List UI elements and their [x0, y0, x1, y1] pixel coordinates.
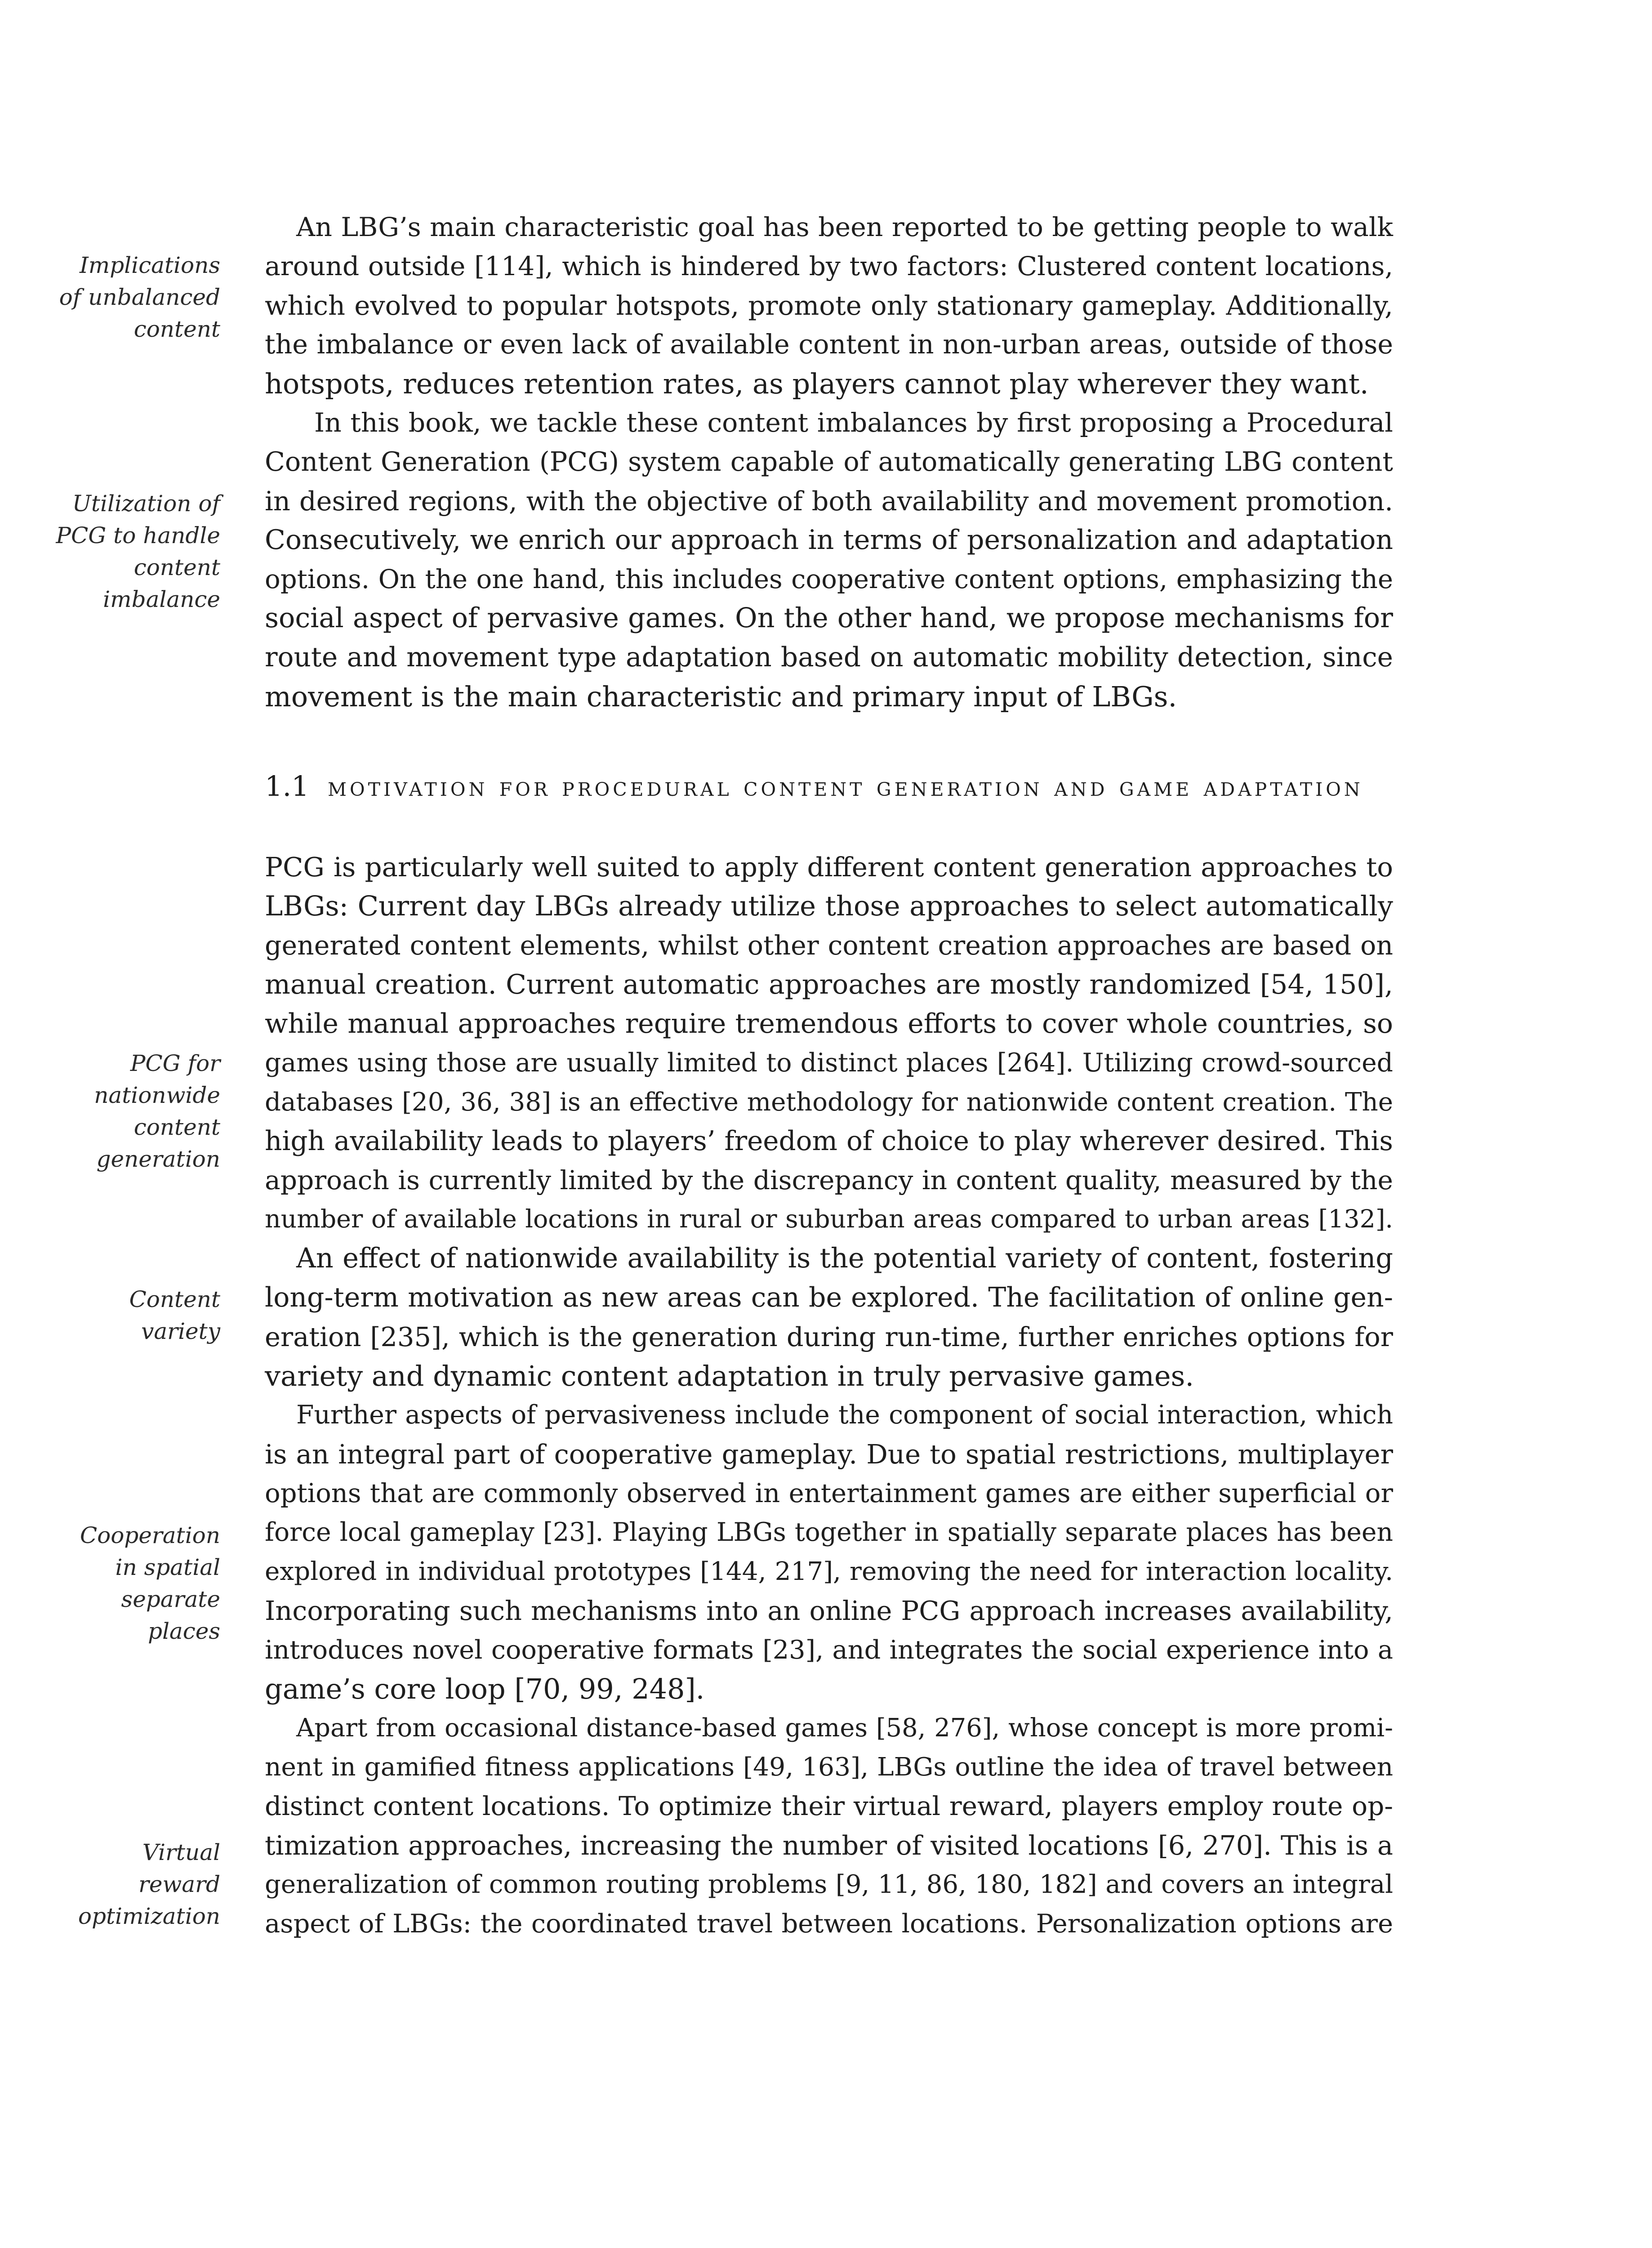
margin-note-line: Content	[129, 1286, 220, 1312]
body-line: Incorporating such mechanisms into an online PCG approach increases availability,	[265, 1595, 1393, 1626]
body-line: variety and dynamic content adaptation in truly pervasive games.	[265, 1360, 1194, 1392]
margin-note-line: generation	[96, 1146, 220, 1172]
body-line: game’s core loop [70, 99, 248].	[265, 1673, 705, 1705]
body-line: is an integral part of cooperative gameplay. Due to spatial restrictions, multiplayer	[265, 1439, 1393, 1470]
margin-note-implications	[54, 250, 220, 345]
body-line: while manual approaches require tremendous efforts to cover whole countries, so	[265, 1008, 1393, 1039]
body-line: Consecutively, we enrich our approach in terms of personalization and adaptation	[265, 524, 1393, 556]
body-line: high availability leads to players’ freedom of choice to play wherever desired. This	[265, 1126, 1393, 1157]
margin-note-line: of unbalanced	[59, 284, 220, 310]
body-line: databases [20, 36, 38] is an effective methodology for nationwide content creation. The	[265, 1088, 1393, 1117]
margin-note-line: Utilization of	[72, 491, 220, 517]
body-line: the imbalance or even lack of available content in non-urban areas, outside of those	[265, 329, 1393, 360]
body-line: PCG is particularly well suited to apply different content generation approaches to	[265, 852, 1393, 883]
body-line: generalization of common routing problems [9, 11, 86, 180, 182] and covers an integral	[265, 1870, 1393, 1899]
body-line: long-term motivation as new areas can be explored. The facilitation of online gen-	[265, 1282, 1393, 1313]
body-line: Apart from occasional distance-based games [58, 276], whose concept is more promi-	[296, 1713, 1393, 1743]
margin-note-line: separate	[121, 1586, 220, 1612]
body-line: movement is the main characteristic and primary input of LBGs.	[265, 680, 1177, 713]
body-line: aspect of LBGs: the coordinated travel between locations. Personalization options are	[265, 1909, 1393, 1939]
body-line: explored in individual prototypes [144, 217], removing the need for interaction locality.	[265, 1557, 1393, 1586]
margin-note-line: content	[134, 554, 220, 580]
body-line: number of available locations in rural or suburban areas compared to urban areas [132].	[265, 1205, 1393, 1234]
margin-note-virtual-reward	[54, 1837, 220, 1932]
margin-note-utilization	[54, 488, 220, 616]
body-line: approach is currently limited by the discrepancy in content quality, measured by the	[265, 1165, 1393, 1195]
margin-note-line: PCG to handle	[56, 522, 220, 549]
intro-text	[265, 208, 1393, 716]
margin-note-content-variety	[54, 1284, 220, 1347]
body-line: An LBG’s main characteristic goal has been reported to be getting people to walk	[296, 212, 1393, 242]
body-line: manual creation. Current automatic approaches are mostly randomized [54, 150],	[265, 969, 1393, 1000]
body-line: games using those are usually limited to distinct places [264]. Utilizing crowd-sourced	[265, 1048, 1393, 1078]
body-line: timization approaches, increasing the number of visited locations [6, 270]. This is a	[265, 1830, 1393, 1861]
body-line: introduces novel cooperative formats [23], and integrates the social experience into a	[265, 1635, 1393, 1665]
body-line: Content Generation (PCG) system capable of automatically generating LBG content	[265, 446, 1393, 477]
margin-note-line: Cooperation	[80, 1522, 220, 1548]
margin-note-line: content	[134, 1114, 220, 1140]
margin-notes	[54, 0, 220, 2248]
body-line: around outside [114], which is hindered by two factors: Clustered content locations,	[265, 251, 1393, 281]
section-heading	[265, 768, 1393, 805]
section-title: motivation for procedural content generation and game adaptation	[328, 772, 1363, 802]
body-line: distinct content locations. To optimize their virtual reward, players employ route op-	[265, 1791, 1393, 1821]
margin-note-line: content	[134, 316, 220, 342]
margin-note-line: places	[147, 1618, 220, 1644]
body-line: hotspots, reduces retention rates, as players cannot play wherever they want.	[265, 367, 1369, 400]
body-line: which evolved to popular hotspots, promote only stationary gameplay. Additionally,	[265, 290, 1393, 321]
margin-note-line: imbalance	[103, 586, 220, 612]
body-line: An effect of nationwide availability is the potential variety of content, fostering	[296, 1243, 1393, 1274]
body-line: in desired regions, with the objective of both availability and movement promotion.	[265, 486, 1393, 517]
section-text	[265, 848, 1393, 1943]
margin-note-line: PCG for	[130, 1050, 220, 1076]
body-line: nent in gamified fitness applications [49, 163], LBGs outline the idea of travel between	[265, 1752, 1393, 1782]
margin-note-pcg-nationwide	[54, 1048, 220, 1175]
body-line: route and movement type adaptation based on automatic mobility detection, since	[265, 642, 1393, 673]
body-line: options that are commonly observed in entertainment games are either superficial or	[265, 1478, 1393, 1508]
margin-note-line: Virtual	[142, 1839, 220, 1865]
margin-note-cooperation	[54, 1520, 220, 1647]
margin-note-line: Implications	[79, 252, 220, 278]
margin-note-line: variety	[141, 1318, 220, 1344]
body-line: In this book, we tackle these content imbalances by first proposing a Procedural	[314, 407, 1393, 438]
margin-note-line: nationwide	[94, 1082, 220, 1108]
body-line: social aspect of pervasive games. On the other hand, we propose mechanisms for	[265, 602, 1393, 634]
body-line: eration [235], which is the generation during run-time, further enriches options for	[265, 1321, 1393, 1352]
margin-note-line: reward	[138, 1871, 220, 1897]
body-line: Further aspects of pervasiveness include the component of social interaction, which	[296, 1400, 1393, 1430]
section-number: 1.1	[265, 770, 309, 803]
body-line: options. On the one hand, this includes cooperative content options, emphasizing the	[265, 564, 1393, 594]
body-line: generated content elements, whilst other content creation approaches are based on	[265, 930, 1393, 961]
body-line: force local gameplay [23]. Playing LBGs together in spatially separate places has been	[265, 1517, 1393, 1547]
margin-note-line: in spatial	[115, 1554, 220, 1580]
body-line: LBGs: Current day LBGs already utilize those approaches to select automatically	[265, 891, 1393, 922]
margin-note-line: optimization	[78, 1903, 220, 1929]
